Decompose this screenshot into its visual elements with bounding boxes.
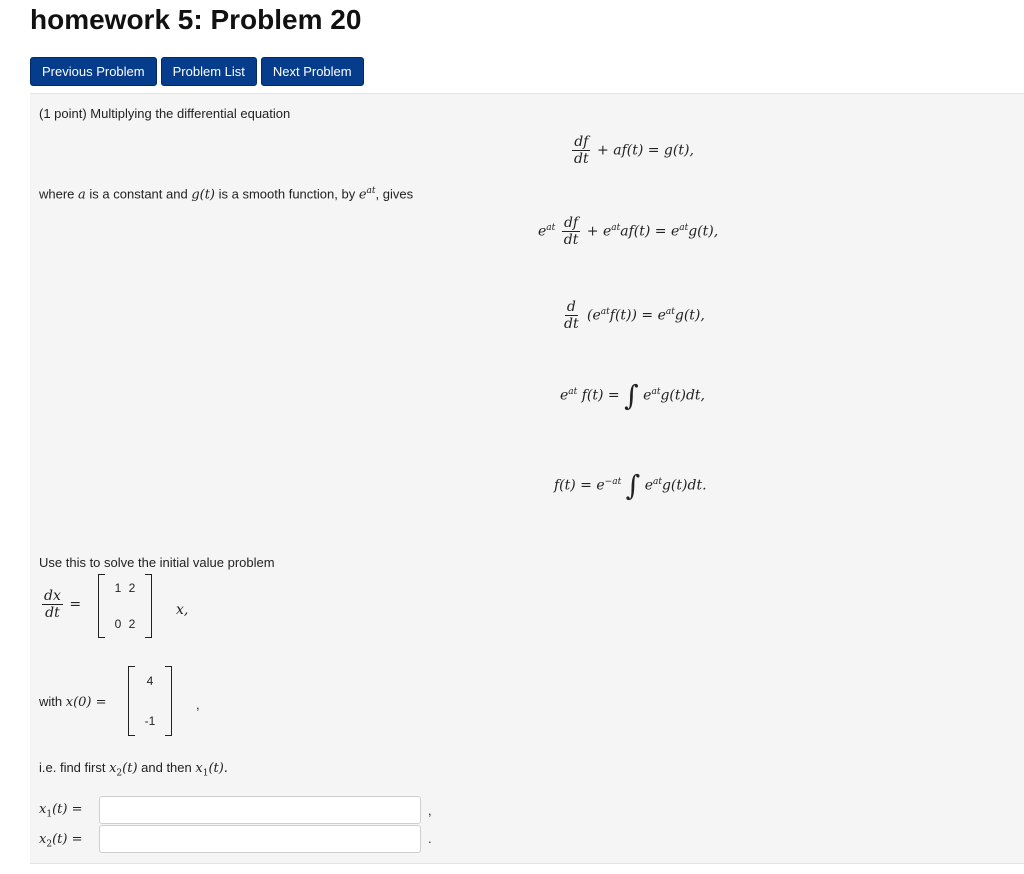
eq5-exp: −at — [604, 476, 622, 487]
x2-sub: 2 — [46, 839, 53, 850]
ode-den: dt — [45, 605, 60, 621]
eq1-den: dt — [574, 151, 589, 167]
eq1-fraction — [572, 134, 591, 167]
eq2-exp2: at — [611, 222, 621, 233]
eq2-num: df — [563, 215, 579, 231]
with-text — [39, 694, 107, 710]
eq5-start: f(t) = e — [554, 477, 605, 494]
ie-t: (t) — [122, 761, 138, 776]
eq4-exp2: at — [651, 386, 661, 397]
x1-punct: , — [428, 803, 432, 818]
where-g: g(t) — [191, 187, 216, 203]
eq1-num: df — [574, 134, 589, 150]
vector-cell: -1 — [144, 714, 156, 728]
eq1-rest: + af(t) = g(t), — [597, 142, 694, 159]
matrix-a — [98, 574, 152, 638]
where-mid: is a constant and — [85, 186, 192, 202]
matrix-a-grid — [105, 581, 145, 631]
x2-var: x — [39, 832, 47, 847]
where-mid2: is a smooth function, by — [215, 186, 359, 202]
eq2-mid: af(t) = e — [620, 223, 680, 240]
x1-sub: 1 — [46, 809, 53, 820]
x2-punct: . — [428, 831, 432, 846]
x1-var: x — [39, 802, 47, 817]
where-e: e — [358, 187, 367, 203]
equation-4 — [560, 379, 705, 412]
ie-x2-sub: 2 — [116, 768, 123, 779]
eq4-exp: at — [568, 386, 578, 397]
ode-num: dx — [44, 588, 61, 604]
eq2-e: e — [538, 223, 547, 240]
matrix-cell: 1 — [114, 581, 122, 595]
ie-mid: and then — [137, 760, 196, 775]
ie-x1-sub: 1 — [202, 768, 209, 779]
with-prefix: with — [39, 694, 66, 709]
eq5-exp2: at — [652, 476, 662, 487]
where-a: a — [78, 187, 86, 203]
eq2-exp: at — [546, 222, 556, 233]
ie-end: (t). — [208, 761, 228, 776]
where-text — [39, 186, 413, 202]
ie-x1: x — [195, 761, 203, 776]
eq4-end: g(t)dt, — [660, 387, 705, 404]
eq3-open: (e — [587, 307, 601, 324]
initial-vector — [128, 666, 172, 736]
eq4-e2: e — [643, 387, 652, 404]
answer-x1-label — [39, 801, 82, 820]
problem-panel — [30, 93, 1024, 864]
ode-equals: = — [69, 596, 82, 613]
ode-lhs — [40, 588, 81, 621]
problem-list-button[interactable]: Problem List — [161, 57, 257, 86]
vector-cell: 4 — [146, 674, 154, 688]
equation-2 — [538, 215, 718, 248]
vector-right-bracket — [165, 666, 172, 736]
eq3-fraction — [562, 299, 581, 332]
where-prefix: where — [39, 186, 79, 202]
eq3-end: g(t), — [674, 307, 705, 324]
matrix-right-bracket — [145, 574, 152, 638]
where-suffix: , gives — [375, 186, 414, 202]
eq4-mid: f(t) = — [581, 387, 625, 404]
answer-x2-label — [39, 831, 82, 850]
page-title: homework 5: Problem 20 — [30, 4, 362, 35]
previous-problem-button[interactable]: Previous Problem — [30, 57, 157, 86]
x2-rest: (t) = — [52, 832, 83, 847]
matrix-cell: 2 — [128, 581, 136, 595]
eq3-exp: at — [600, 306, 610, 317]
eq2-exp3: at — [679, 222, 689, 233]
eq4-e: e — [560, 387, 569, 404]
matrix-cell: 0 — [114, 617, 122, 631]
ode-rhs: x, — [176, 602, 189, 618]
equation-5 — [554, 469, 707, 502]
x1-rest: (t) = — [52, 802, 83, 817]
eq3-exp2: at — [665, 306, 675, 317]
problem-navigation — [30, 57, 364, 86]
vector-comma: , — [196, 697, 200, 712]
integral-sign: ∫ — [624, 379, 639, 412]
eq2-end: g(t), — [688, 223, 719, 240]
ode-fraction — [42, 588, 63, 621]
equation-1 — [570, 134, 694, 167]
equation-3 — [560, 299, 705, 332]
answer-x2-input[interactable] — [99, 825, 421, 853]
eq5-e2: e — [644, 477, 653, 494]
eq5-end: g(t)dt. — [661, 477, 707, 494]
eq3-mid: f(t)) = e — [609, 307, 666, 324]
ie-text — [39, 760, 228, 779]
use-this-text: Use this to solve the initial value problem — [39, 555, 275, 570]
eq2-den: dt — [563, 232, 579, 248]
matrix-left-bracket — [98, 574, 105, 638]
integral-sign: ∫ — [625, 469, 641, 502]
answer-x1-input[interactable] — [99, 796, 421, 824]
vector-left-bracket — [128, 666, 135, 736]
with-expr: x(0) = — [65, 695, 107, 710]
ie-x2: x — [109, 761, 117, 776]
eq2-plus: + e — [586, 223, 612, 240]
problem-intro: (1 point) Multiplying the differential equation — [39, 106, 291, 121]
where-exp: at — [366, 186, 376, 196]
next-problem-button[interactable]: Next Problem — [261, 57, 364, 86]
eq3-num: d — [566, 299, 576, 315]
eq2-fraction — [562, 215, 581, 248]
eq3-den: dt — [564, 316, 579, 332]
ie-prefix: i.e. find first — [39, 760, 110, 775]
initial-vector-grid — [135, 674, 165, 728]
matrix-cell: 2 — [128, 617, 136, 631]
